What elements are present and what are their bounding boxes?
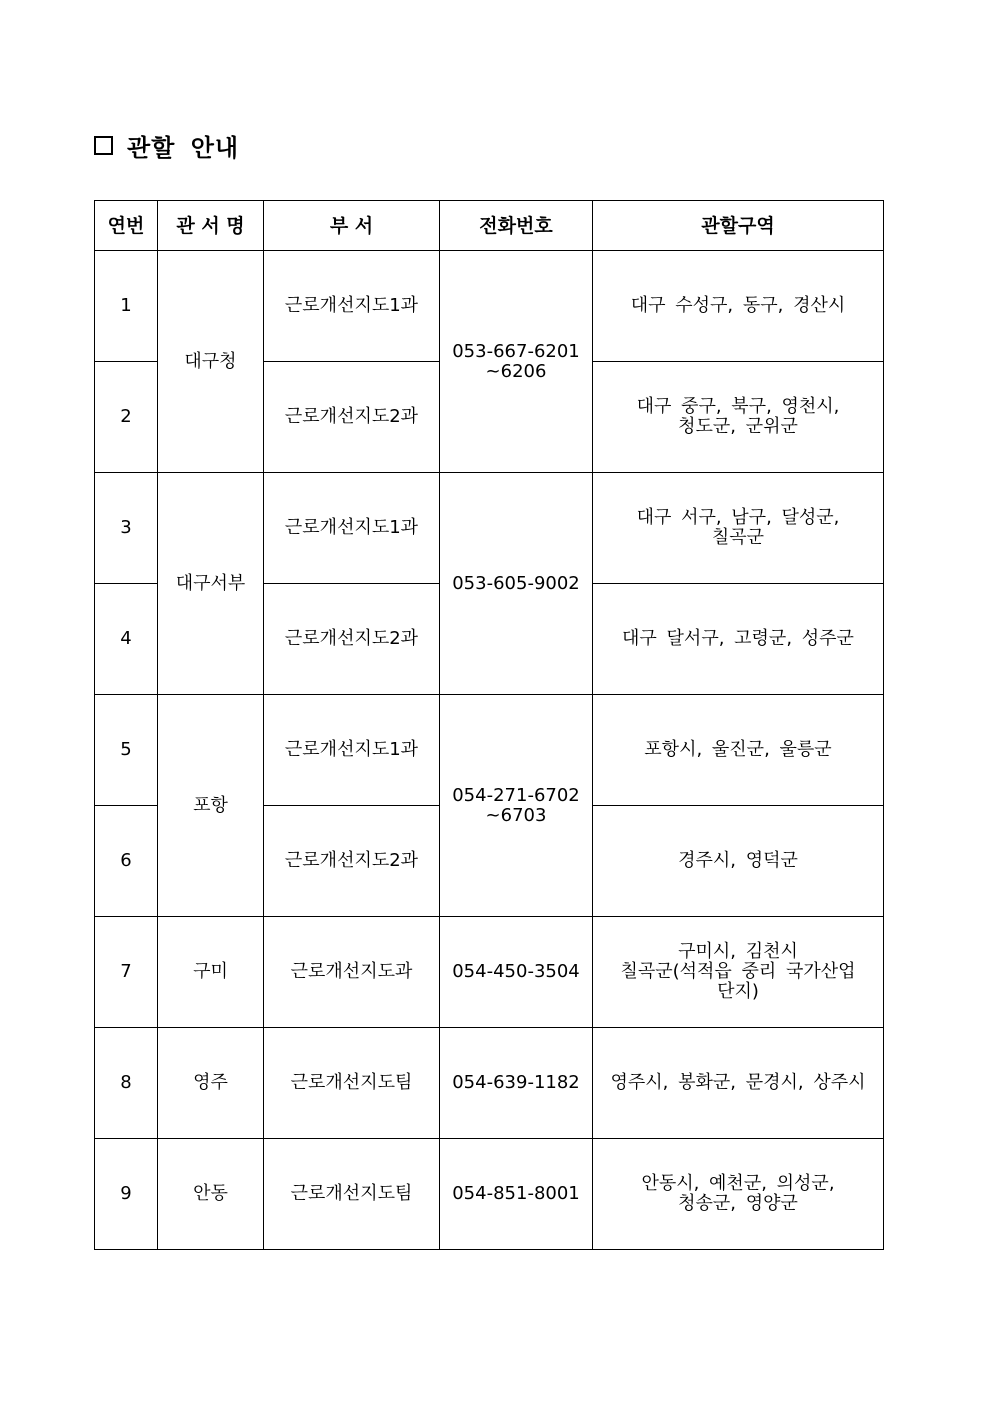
row-number: 8 xyxy=(95,1028,158,1139)
department: 근로개선지도과 xyxy=(264,917,440,1028)
office-name: 영주 xyxy=(158,1028,264,1139)
row-number: 4 xyxy=(95,584,158,695)
header-department: 부 서 xyxy=(264,201,440,251)
office-name: 대구청 xyxy=(158,251,264,473)
jurisdiction-area: 대구 달서구, 고령군, 성주군 xyxy=(593,584,884,695)
department: 근로개선지도1과 xyxy=(264,695,440,806)
table-header-row xyxy=(95,201,884,251)
jurisdiction-area: 경주시, 영덕군 xyxy=(593,806,884,917)
department: 근로개선지도2과 xyxy=(264,584,440,695)
department: 근로개선지도팀 xyxy=(264,1139,440,1250)
table-row xyxy=(95,473,884,584)
table-row xyxy=(95,917,884,1028)
office-name: 안동 xyxy=(158,1139,264,1250)
header-phone: 전화번호 xyxy=(440,201,593,251)
row-number: 1 xyxy=(95,251,158,362)
phone-number: 054-851-8001 xyxy=(440,1139,593,1250)
jurisdiction-area: 영주시, 봉화군, 문경시, 상주시 xyxy=(593,1028,884,1139)
jurisdiction-area: 구미시, 김천시 칠곡군(석적읍 중리 국가산업 단지) xyxy=(593,917,884,1028)
phone-number: 054-271-6702 ~6703 xyxy=(440,695,593,917)
department: 근로개선지도팀 xyxy=(264,1028,440,1139)
jurisdiction-table xyxy=(94,200,884,1250)
row-number: 7 xyxy=(95,917,158,1028)
heading-title: 관할 안내 xyxy=(127,132,240,162)
section-heading xyxy=(94,128,239,162)
table-row xyxy=(95,251,884,362)
jurisdiction-area: 대구 수성구, 동구, 경산시 xyxy=(593,251,884,362)
table-row xyxy=(95,695,884,806)
header-number: 연번 xyxy=(95,201,158,251)
row-number: 6 xyxy=(95,806,158,917)
jurisdiction-area: 대구 중구, 북구, 영천시, 청도군, 군위군 xyxy=(593,362,884,473)
header-area: 관할구역 xyxy=(593,201,884,251)
phone-number: 053-605-9002 xyxy=(440,473,593,695)
header-office: 관 서 명 xyxy=(158,201,264,251)
phone-number: 054-450-3504 xyxy=(440,917,593,1028)
office-name: 포항 xyxy=(158,695,264,917)
table-row xyxy=(95,1028,884,1139)
phone-number: 053-667-6201 ~6206 xyxy=(440,251,593,473)
department: 근로개선지도1과 xyxy=(264,473,440,584)
table-row xyxy=(95,1139,884,1250)
checkbox-square-icon xyxy=(94,136,113,155)
row-number: 3 xyxy=(95,473,158,584)
department: 근로개선지도2과 xyxy=(264,362,440,473)
jurisdiction-area: 포항시, 울진군, 울릉군 xyxy=(593,695,884,806)
jurisdiction-area: 안동시, 예천군, 의성군, 청송군, 영양군 xyxy=(593,1139,884,1250)
row-number: 2 xyxy=(95,362,158,473)
row-number: 5 xyxy=(95,695,158,806)
department: 근로개선지도1과 xyxy=(264,251,440,362)
office-name: 구미 xyxy=(158,917,264,1028)
jurisdiction-area: 대구 서구, 남구, 달성군, 칠곡군 xyxy=(593,473,884,584)
row-number: 9 xyxy=(95,1139,158,1250)
office-name: 대구서부 xyxy=(158,473,264,695)
department: 근로개선지도2과 xyxy=(264,806,440,917)
phone-number: 054-639-1182 xyxy=(440,1028,593,1139)
